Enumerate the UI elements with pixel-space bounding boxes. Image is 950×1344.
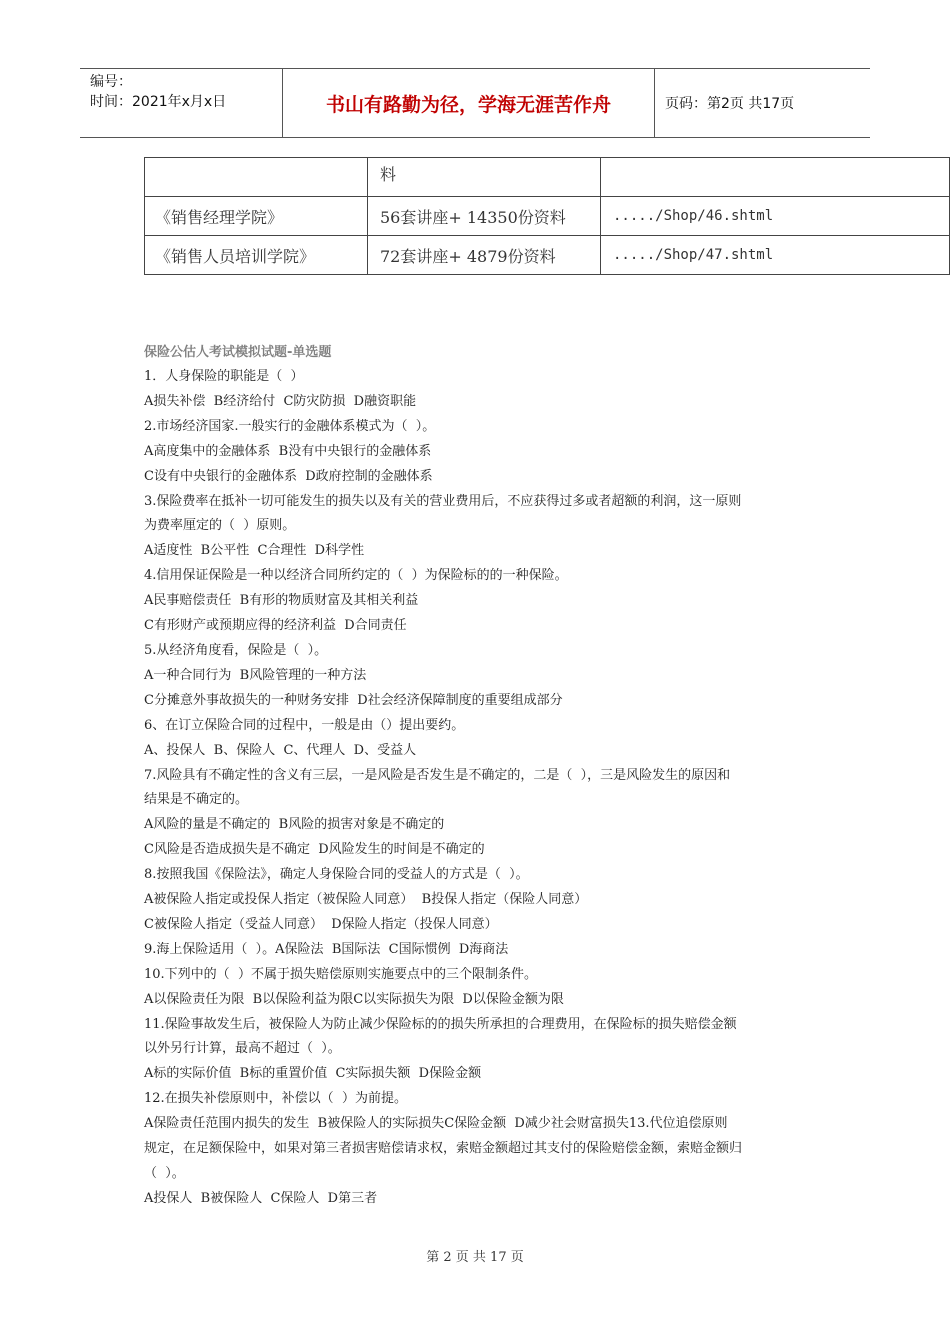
text-line: A投保人 B被保险人 C保险人 D第三者: [144, 1190, 378, 1206]
text-line: C设有中央银行的金融体系 D政府控制的金融体系: [144, 468, 433, 484]
table-row: [145, 236, 950, 275]
header-page-label: 页码：第2页 共17页: [665, 96, 795, 112]
text-line: A风险的量是不确定的 B风险的损害对象是不确定的: [144, 817, 445, 833]
text-line: 为费率厘定的（ ）原则。: [144, 518, 296, 534]
header-time-label: 时间：2021年x月x日: [90, 94, 227, 110]
text-line: A以保险责任为限 B以保险利益为限C以实际损失为限 D以保险金额为限: [144, 991, 564, 1007]
document-body: [144, 340, 814, 1212]
text-line: （ ）。: [144, 1166, 185, 1181]
text-line: 12.在损失补偿原则中，补偿以（ ）为前提。: [144, 1091, 407, 1107]
text-line: 9.海上保险适用（ ）。A保险法 B国际法 C国际惯例 D海商法: [144, 941, 509, 957]
text-line: A高度集中的金融体系 B没有中央银行的金融体系: [144, 443, 432, 459]
text-line: A损失补偿 B经济给付 C防灾防损 D融资职能: [144, 393, 417, 409]
text-line: 8.按照我国《保险法》，确定人身保险合同的受益人的方式是（ ）。: [144, 867, 529, 883]
table-row: [145, 158, 950, 197]
text-line: 2.市场经济国家.一般实行的金融体系模式为（ ）。: [144, 418, 436, 434]
text-line: A、投保人 B、保险人 C、代理人 D、受益人: [144, 742, 417, 758]
table-cell: 《销售经理学院》: [145, 197, 368, 236]
table-row: [145, 197, 950, 236]
text-line: 以外另行计算，最高不超过（ ）。: [144, 1041, 341, 1057]
section-title: 保险公估人考试模拟试题-单选题: [144, 345, 332, 360]
text-line: A一种合同行为 B风险管理的一种方法: [144, 667, 367, 683]
text-line: C分摊意外事故损失的一种财务安排 D社会经济保障制度的重要组成部分: [144, 692, 563, 708]
text-line: 规定，在足额保险中，如果对第三者损害赔偿请求权，索赔金额超过其支付的保险赔偿金额，索赔金额归: [144, 1141, 743, 1157]
text-line: A适度性 B公平性 C合理性 D科学性: [144, 543, 365, 559]
text-line: 10.下列中的（ ）不属于损失赔偿原则实施要点中的三个限制条件。: [144, 966, 537, 982]
table-cell: 72套讲座+ 4879份资料: [368, 236, 601, 275]
page-header: [80, 68, 870, 138]
table-cell: 56套讲座+ 14350份资料: [368, 197, 601, 236]
text-line: 4.信用保证保险是一种以经济合同所约定的（ ）为保险标的的一种保险。: [144, 568, 568, 584]
text-line: 11.保险事故发生后，被保险人为防止减少保险标的的损失所承担的合理费用，在保险标的损失赔偿金额: [144, 1016, 737, 1032]
resource-table: [144, 157, 950, 275]
text-line: A民事赔偿责任 B有形的物质财富及其相关利益: [144, 593, 419, 609]
table-cell: 料: [368, 158, 601, 197]
text-line: C风险是否造成损失是不确定 D风险发生的时间是不确定的: [144, 842, 485, 858]
text-line: A被保险人指定或投保人指定（被保险人同意） B投保人指定（保险人同意）: [144, 892, 588, 908]
page-footer: 第 2 页 共 17 页: [426, 1250, 524, 1265]
table-cell: [145, 158, 368, 197]
text-line: 1．人身保险的职能是（ ）: [144, 369, 304, 384]
question-list: [144, 365, 814, 1212]
header-slogan: 书山有路勤为径，学海无涯苦作舟: [282, 69, 655, 137]
table-link-cell[interactable]: ...../Shop/47.shtml: [601, 236, 950, 275]
text-line: 3.保险费率在抵补一切可能发生的损失以及有关的营业费用后，不应获得过多或者超额的利润，这一原则: [144, 493, 742, 509]
text-line: 5.从经济角度看，保险是（ ）。: [144, 642, 328, 658]
table-cell: [601, 158, 950, 197]
text-line: A标的实际价值 B标的重置价值 C实际损失额 D保险金额: [144, 1066, 482, 1082]
table-cell: 《销售人员培训学院》: [145, 236, 368, 275]
text-line: C有形财产或预期应得的经济利益 D合同责任: [144, 618, 407, 634]
text-line: 6、在订立保险合同的过程中，一般是由（）提出要约。: [144, 717, 465, 733]
text-line: A保险责任范围内损失的发生 B被保险人的实际损失C保险金额 D减少社会财富损失13.代位追偿原则: [144, 1116, 728, 1132]
table-link-cell[interactable]: ...../Shop/46.shtml: [601, 197, 950, 236]
header-meta: [80, 69, 282, 137]
text-line: C被保险人指定（受益人同意） D保险人指定（投保人同意）: [144, 916, 498, 932]
text-line: 结果是不确定的。: [144, 792, 249, 808]
text-line: 7.风险具有不确定性的含义有三层，一是风险是否发生是不确定的，二是（ ），三是风险发生的原因和: [144, 767, 731, 783]
header-number-label: 编号：: [90, 74, 132, 90]
